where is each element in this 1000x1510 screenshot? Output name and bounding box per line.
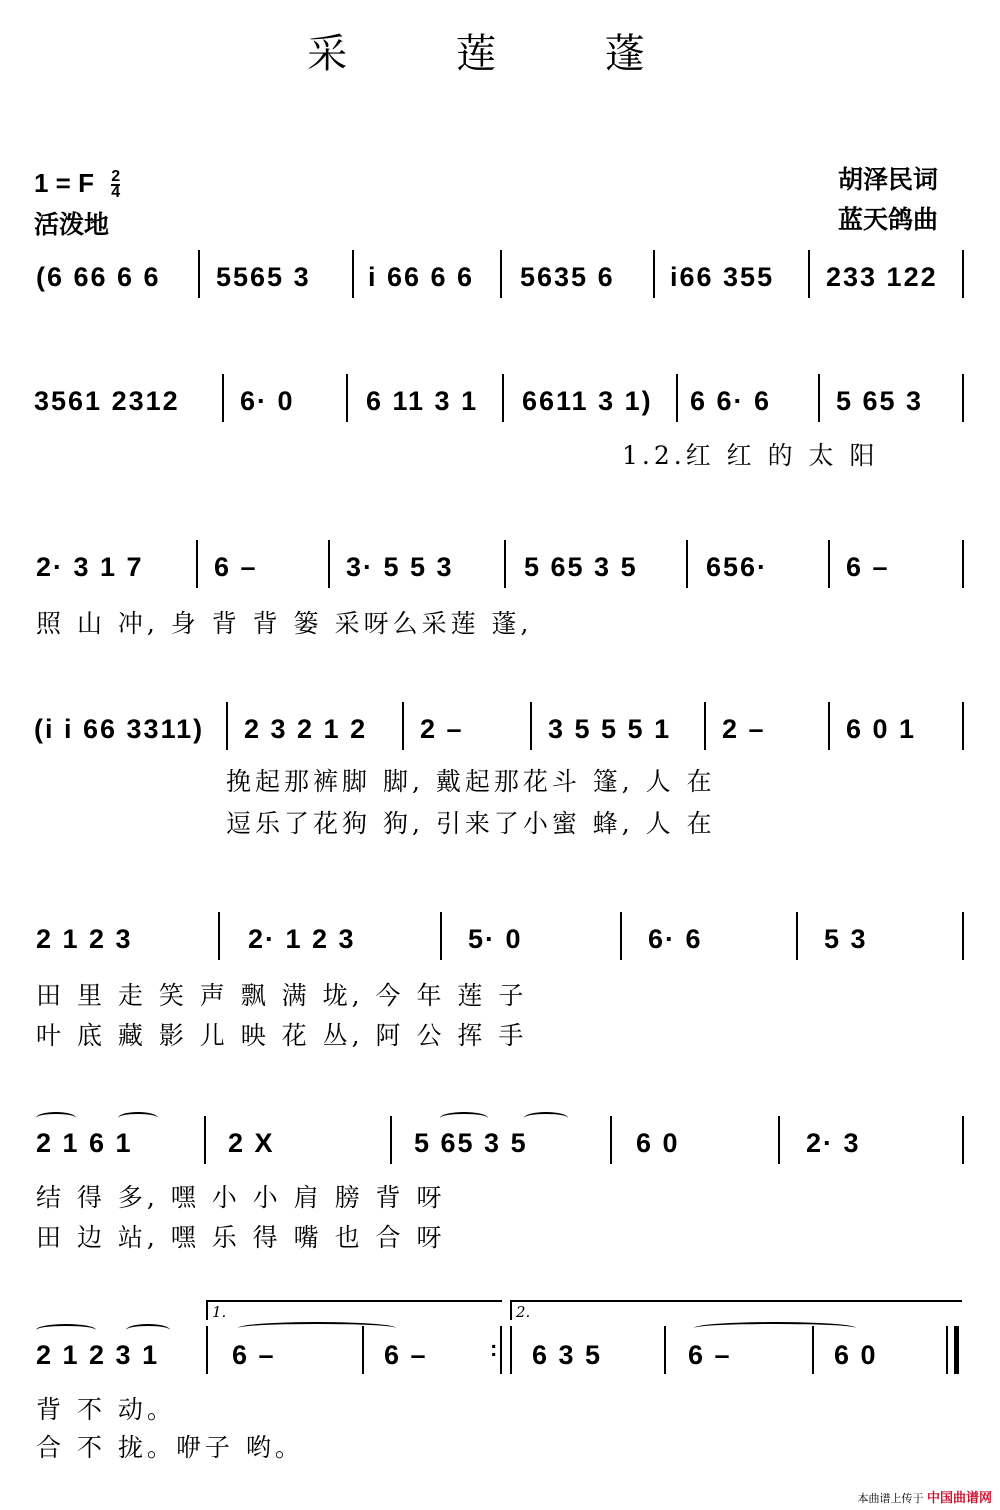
barline bbox=[204, 1116, 206, 1164]
barline bbox=[610, 1116, 612, 1164]
measure: 6 6· 6 bbox=[690, 386, 772, 416]
slur bbox=[36, 1324, 96, 1336]
lyric-line: 照 山 冲, 身 背 背 篓 采呀么采莲 蓬, bbox=[36, 609, 533, 638]
barline bbox=[530, 702, 532, 750]
first-ending-bracket bbox=[206, 1300, 502, 1320]
barline bbox=[704, 702, 706, 750]
barline bbox=[808, 250, 810, 298]
measure: 6 0 1 bbox=[846, 714, 917, 744]
measure: 2· 1 2 3 bbox=[248, 924, 356, 954]
measure: 3· 5 5 3 bbox=[346, 552, 454, 582]
measure: 6 11 3 1 bbox=[366, 386, 479, 416]
time-signature bbox=[111, 170, 120, 200]
barline bbox=[226, 702, 228, 750]
measure: 5565 3 bbox=[216, 262, 311, 292]
barline bbox=[206, 1326, 208, 1374]
tie bbox=[694, 1322, 856, 1334]
measure: 5 3 bbox=[824, 924, 868, 954]
measure: 5 65 3 bbox=[836, 386, 924, 416]
repeat-dots: : bbox=[490, 1336, 500, 1361]
measure: 2 – bbox=[420, 714, 464, 744]
barline bbox=[962, 912, 964, 960]
key-signature bbox=[34, 168, 120, 200]
measure: 6611 3 1) bbox=[522, 386, 653, 416]
lyric-line: 田 里 走 笑 声 飘 满 垅, 今 年 莲 子 bbox=[36, 981, 528, 1010]
measure: 2 X bbox=[228, 1128, 275, 1158]
barline bbox=[962, 250, 964, 298]
measure: 2 3 2 1 2 bbox=[244, 714, 368, 744]
measure: 5 65 3 5 bbox=[524, 552, 638, 582]
measure: 5 65 3 5 bbox=[414, 1128, 528, 1158]
slur bbox=[126, 1324, 170, 1336]
measure: (i i 66 3311) bbox=[34, 714, 205, 744]
barline bbox=[962, 702, 964, 750]
measure: 656· bbox=[706, 552, 769, 582]
barline bbox=[198, 250, 200, 298]
slur bbox=[36, 1112, 76, 1124]
lyric-line: 叶 底 藏 影 儿 映 花 丛, 阿 公 挥 手 bbox=[36, 1021, 528, 1050]
final-barline-thin bbox=[946, 1326, 948, 1374]
measure: 6 0 bbox=[834, 1340, 878, 1370]
tempo-marking: 活泼地 bbox=[34, 210, 110, 239]
barline bbox=[686, 540, 688, 588]
measure: 233 122 bbox=[826, 262, 938, 292]
measure: 3 5 5 5 1 bbox=[548, 714, 672, 744]
barline bbox=[390, 1116, 392, 1164]
barline bbox=[218, 912, 220, 960]
barline bbox=[402, 702, 404, 750]
time-denominator: 4 bbox=[111, 184, 121, 202]
barline bbox=[328, 540, 330, 588]
measure: 6 – bbox=[846, 552, 890, 582]
repeat-barline bbox=[500, 1326, 502, 1374]
measure: 2· 3 bbox=[806, 1128, 861, 1158]
barline bbox=[362, 1326, 364, 1374]
second-ending-label: 2. bbox=[516, 1303, 531, 1321]
barline bbox=[196, 540, 198, 588]
barline bbox=[510, 1326, 512, 1374]
barline bbox=[818, 374, 820, 422]
final-barline-thick bbox=[954, 1326, 959, 1374]
measure: 2 1 2 3 1 bbox=[36, 1340, 160, 1370]
lyric-line: 田 边 站, 嘿 乐 得 嘴 也 合 呀 bbox=[36, 1223, 446, 1252]
footer-uploaded-text: 本曲谱上传于 bbox=[857, 1492, 924, 1505]
first-ending-label: 1. bbox=[212, 1303, 227, 1321]
barline bbox=[222, 374, 224, 422]
measure: 3561 2312 bbox=[34, 386, 180, 416]
barline bbox=[828, 540, 830, 588]
measure: 5635 6 bbox=[520, 262, 615, 292]
measure: 6 3 5 bbox=[532, 1340, 603, 1370]
barline bbox=[796, 912, 798, 960]
barline bbox=[664, 1326, 666, 1374]
measure: (6 66 6 6 bbox=[36, 262, 161, 292]
lyric-line: 挽起那裤脚 脚, 戴起那花斗 篷, 人 在 bbox=[226, 767, 716, 796]
tie bbox=[238, 1322, 396, 1334]
barline bbox=[620, 912, 622, 960]
measure: 2· 3 1 7 bbox=[36, 552, 144, 582]
measure: 6 0 bbox=[636, 1128, 680, 1158]
measure: 6 – bbox=[232, 1340, 276, 1370]
barline bbox=[440, 912, 442, 960]
measure: 5· 0 bbox=[468, 924, 523, 954]
slur bbox=[118, 1112, 158, 1124]
barline bbox=[676, 374, 678, 422]
lyric-line: 背 不 动。 bbox=[36, 1395, 176, 1424]
measure: 2 – bbox=[722, 714, 766, 744]
second-ending-bracket bbox=[510, 1300, 962, 1320]
barline bbox=[962, 540, 964, 588]
barline bbox=[504, 540, 506, 588]
barline bbox=[778, 1116, 780, 1164]
slur bbox=[440, 1112, 488, 1124]
footer-watermark bbox=[857, 1487, 992, 1506]
measure: 6 – bbox=[688, 1340, 732, 1370]
barline bbox=[962, 374, 964, 422]
lyricist-credit: 胡泽民词 bbox=[838, 165, 939, 194]
barline bbox=[500, 250, 502, 298]
measure: i66 355 bbox=[670, 262, 775, 292]
measure: 6 – bbox=[384, 1340, 428, 1370]
measure: i 66 6 6 bbox=[368, 262, 475, 292]
measure: 6 – bbox=[214, 552, 258, 582]
measure: 6· 0 bbox=[240, 386, 295, 416]
lyric-line: 1.2.红 红 的 太 阳 bbox=[622, 441, 879, 470]
barline bbox=[346, 374, 348, 422]
site-logo: 中国曲谱网 bbox=[926, 1491, 992, 1506]
key-signature-text: 1 = F bbox=[34, 168, 94, 198]
measure: 2 1 2 3 bbox=[36, 924, 133, 954]
barline bbox=[812, 1326, 814, 1374]
time-numerator: 2 bbox=[111, 168, 121, 186]
lyric-line: 结 得 多, 嘿 小 小 肩 膀 背 呀 bbox=[36, 1183, 446, 1212]
barline bbox=[962, 1116, 964, 1164]
barline bbox=[653, 250, 655, 298]
barline bbox=[352, 250, 354, 298]
composer-credit: 蓝天鸽曲 bbox=[838, 205, 939, 234]
barline bbox=[502, 374, 504, 422]
lyric-line: 合 不 拢。咿子 哟。 bbox=[36, 1433, 304, 1462]
measure: 2 1 6 1 bbox=[36, 1128, 133, 1158]
lyric-line: 逗乐了花狗 狗, 引来了小蜜 蜂, 人 在 bbox=[226, 809, 716, 838]
slur bbox=[524, 1112, 568, 1124]
page-title: 采 莲 蓬 bbox=[307, 31, 693, 77]
barline bbox=[828, 702, 830, 750]
measure: 6· 6 bbox=[648, 924, 703, 954]
